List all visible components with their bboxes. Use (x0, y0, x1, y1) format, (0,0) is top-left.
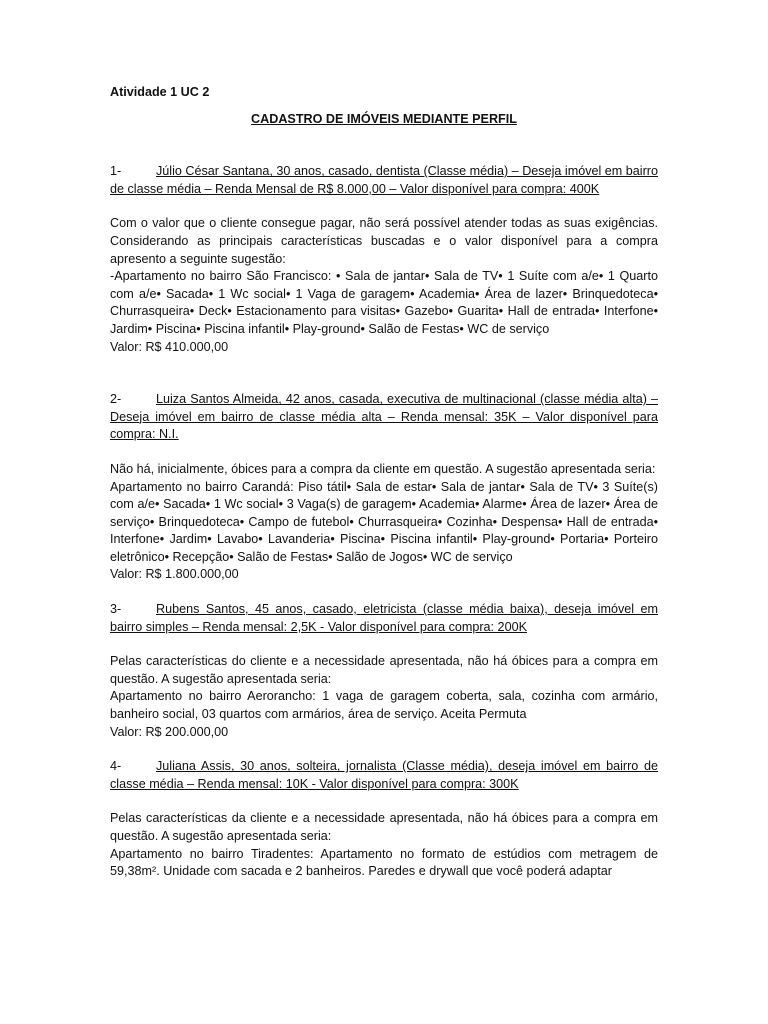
property-suggestion: Apartamento no bairro Carandá: Piso tátil• Sala de estar• Sala de jantar• Sala de TV• 3 Suíte(s) com a/e• Sacada• 1 Wc social• 3 Vaga(s) de garagem• Academia• Alarme• Área de lazer• Área de serviço• Brinquedoteca• Campo de futebol• Churrasqueira• Cozinha• Despensa• Hall de entrada• Interfone• Jardim• Lavabo• Lavanderia• Piscina• Piscina infantil• Play-ground• Portaria• Porteiro eletrônico• Recepção• Salão de Festas• Salão de Jogos• WC de serviço (110, 479, 658, 564)
property-suggestion: Apartamento no bairro Aerorancho: 1 vaga de garagem coberta, sala, cozinha com armário, banheiro social, 03 quartos com armários, área de serviço. Aceita Permuta (110, 689, 658, 722)
case-number: 2- (110, 392, 122, 407)
client-case-3 (110, 601, 658, 741)
case-analysis: Pelas características do cliente e a necessidade apresentada, não há óbices para a compra em questão. A sugestão apresentada seria: (110, 654, 658, 686)
case-number: 4- (110, 759, 122, 774)
client-case-2 (110, 391, 658, 584)
case-analysis: Pelas características da cliente e a necessidade apresentada, não há óbices para a compra em questão. A sugestão apresentada seria: (110, 811, 658, 843)
property-value: Valor: R$ 1.800.000,00 (110, 567, 239, 582)
case-body (110, 215, 658, 356)
case-body (110, 810, 658, 880)
case-body (110, 653, 658, 741)
property-value: Valor: R$ 200.000,00 (110, 724, 229, 739)
client-profile: Júlio César Santana, 30 anos, casado, dentista (Classe média) – Deseja imóvel em bairro de classe média – Renda Mensal de R$ 8.000,00 – Valor disponível para compra: 400K (110, 164, 658, 196)
case-header (110, 391, 658, 444)
case-number: 1- (110, 164, 122, 179)
client-profile: Rubens Santos, 45 anos, casado, eletricista (classe média baixa), deseja imóvel em bairro simples – Renda mensal: 2,5K - Valor disponível para compra: 200K (110, 602, 658, 634)
client-profile: Juliana Assis, 30 anos, solteira, jornalista (Classe média), deseja imóvel em bairro de classe média – Renda mensal: 10K - Valor disponível para compra: 300K (110, 759, 658, 791)
case-number: 3- (110, 602, 122, 617)
property-suggestion: -Apartamento no bairro São Francisco: • Sala de jantar• Sala de TV• 1 Suíte com a/e• 1 Quarto com a/e• Sacada• 1 Wc social• 1 Vaga de garagem• Academia• Área de lazer• Brinquedoteca• Churrasqueira• Deck• Estacionamento para visitas• Gazebo• Guarita• Hall de entrada• Interfone• Jardim• Piscina• Piscina infantil• Play-ground• Salão de Festas• WC de serviço (110, 269, 658, 336)
property-value: Valor: R$ 410.000,00 (110, 339, 229, 354)
case-body (110, 461, 658, 584)
case-header (110, 758, 658, 793)
case-analysis: Com o valor que o cliente consegue pagar, não será possível atender todas as suas exigências. Considerando as principais características buscadas e o valor disponível para a compra apresento a seguinte sugestão: (110, 216, 658, 266)
activity-label: Atividade 1 UC 2 (110, 85, 210, 99)
case-analysis: Não há, inicialmente, óbices para a compra da cliente em questão. A sugestão apresentada seria: (110, 461, 656, 476)
case-header (110, 163, 658, 198)
client-case-1 (110, 163, 658, 356)
property-suggestion: Apartamento no bairro Tiradentes: Apartamento no formato de estúdios com metragem de 59,38m². Unidade com sacada e 2 banheiros. Paredes e drywall que você poderá adaptar (110, 846, 658, 879)
client-case-4 (110, 758, 658, 881)
case-header (110, 601, 658, 636)
document-title: CADASTRO DE IMÓVEIS MEDIANTE PERFIL (251, 111, 517, 126)
client-profile: Luiza Santos Almeida, 42 anos, casada, executiva de multinacional (classe média alta) – Deseja imóvel em bairro de classe média alta – Renda mensal: 35K – Valor disponível para compra: N.I. (110, 392, 658, 442)
